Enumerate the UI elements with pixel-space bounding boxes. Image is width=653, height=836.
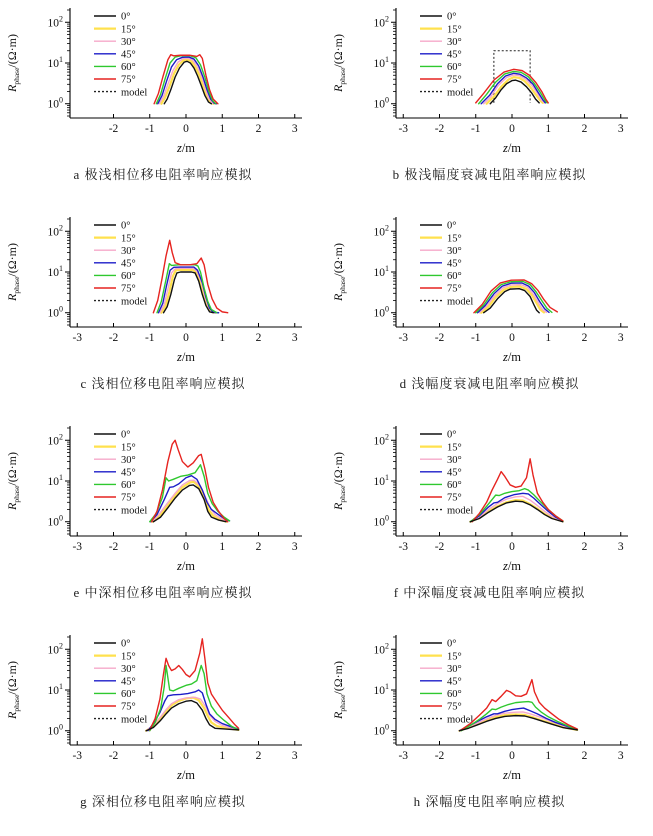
- x-tick-label: 2: [581, 750, 588, 762]
- caption-g: g 深相位移电阻率响应模拟: [80, 794, 246, 809]
- y-tick-label: $10^0$: [373, 722, 389, 738]
- y-axis-label: $R_{phase}/(\Omega\cdot m)$: [331, 452, 347, 510]
- legend: [94, 430, 147, 517]
- subplot-e: [0, 418, 326, 627]
- x-tick-label: -1: [144, 541, 155, 553]
- legend-label: 60°: [447, 480, 462, 492]
- legend-label: 0°: [121, 429, 131, 441]
- legend-label: 60°: [121, 62, 136, 74]
- y-tick-label: $10^1$: [47, 264, 63, 279]
- y-tick-label: $10^1$: [47, 55, 63, 70]
- x-axis-label: z/m: [502, 559, 522, 573]
- x-tick-label: -1: [470, 750, 481, 762]
- chart-d: [326, 209, 652, 367]
- legend-label: 60°: [447, 689, 462, 701]
- legend-label: 15°: [121, 651, 136, 663]
- x-tick-label: 0: [183, 123, 189, 135]
- legend-label: 75°: [121, 283, 136, 295]
- legend-label: 0°: [121, 11, 131, 23]
- legend-label: 0°: [447, 220, 457, 232]
- chart-c: [0, 209, 326, 367]
- x-tick-label: -1: [470, 541, 481, 553]
- x-tick-label: 1: [545, 750, 552, 762]
- caption-h: h 深幅度电阻率响应模拟: [413, 794, 566, 809]
- y-tick-label: $10^2$: [373, 641, 389, 657]
- x-axis-label: z/m: [176, 559, 196, 573]
- legend: [420, 430, 473, 517]
- x-tick-label: 3: [291, 332, 298, 344]
- legend-label: 75°: [121, 74, 136, 86]
- y-axis-label: $R_{phase}/(\Omega\cdot m)$: [331, 661, 347, 719]
- x-tick-label: 2: [255, 541, 262, 553]
- legend-label: model: [121, 714, 148, 726]
- chart-e: [0, 418, 326, 576]
- legend: [94, 12, 147, 99]
- y-tick-label: $10^0$: [373, 95, 389, 111]
- legend-label: 75°: [447, 283, 462, 295]
- legend-label: 45°: [121, 49, 136, 61]
- x-axis-label: z/m: [502, 768, 522, 782]
- x-tick-label: -1: [144, 123, 155, 135]
- x-tick-label: 3: [617, 541, 624, 553]
- legend: [94, 221, 147, 308]
- y-tick-label: $10^2$: [373, 432, 389, 448]
- x-tick-label: 2: [255, 332, 262, 344]
- y-axis-label: $R_{phase}/(\Omega\cdot m)$: [5, 661, 21, 719]
- legend-label: model: [447, 296, 474, 308]
- x-tick-label: 0: [509, 541, 515, 553]
- x-axis-label: z/m: [502, 141, 522, 155]
- legend-label: 60°: [447, 62, 462, 74]
- subplot-f: [326, 418, 653, 627]
- x-tick-label: -2: [434, 541, 445, 553]
- x-tick-label: 0: [509, 332, 515, 344]
- subplot-d: [326, 209, 653, 418]
- legend-label: 15°: [447, 442, 462, 454]
- x-tick-label: 2: [255, 750, 262, 762]
- caption-b: b 极浅幅度衰减电阻率响应模拟: [392, 167, 587, 182]
- x-tick-label: 1: [219, 332, 226, 344]
- legend-label: 75°: [121, 701, 136, 713]
- legend-label: 45°: [447, 467, 462, 479]
- x-tick-label: 2: [581, 123, 588, 135]
- x-tick-label: -2: [108, 750, 119, 762]
- legend-label: 45°: [121, 676, 136, 688]
- x-axis-label: z/m: [502, 350, 522, 364]
- y-tick-label: $10^1$: [373, 264, 389, 279]
- legend-label: 75°: [447, 74, 462, 86]
- x-tick-label: -2: [108, 541, 119, 553]
- x-axis-label: z/m: [176, 141, 196, 155]
- y-axis-label: $R_{phase}/(\Omega\cdot m)$: [331, 34, 347, 92]
- x-tick-label: -1: [144, 750, 155, 762]
- y-axis-label: $R_{phase}/(\Omega\cdot m)$: [5, 243, 21, 301]
- x-tick-label: 1: [545, 123, 552, 135]
- x-tick-label: 1: [219, 123, 226, 135]
- x-tick-label: -3: [398, 541, 409, 553]
- legend-label: 30°: [121, 36, 136, 48]
- x-tick-label: 2: [255, 123, 262, 135]
- chart-f: [326, 418, 652, 576]
- y-tick-label: $10^0$: [373, 304, 389, 320]
- x-tick-label: 3: [291, 541, 298, 553]
- y-tick-label: $10^2$: [47, 223, 63, 239]
- x-tick-label: 3: [617, 123, 624, 135]
- legend-label: model: [121, 505, 148, 517]
- x-tick-label: 0: [183, 332, 189, 344]
- legend-label: model: [447, 87, 474, 99]
- x-tick-label: 0: [183, 750, 189, 762]
- legend-label: 30°: [447, 663, 462, 675]
- legend-label: 30°: [121, 245, 136, 257]
- x-tick-label: -1: [470, 332, 481, 344]
- chart-h: [326, 627, 652, 785]
- legend-label: model: [447, 505, 474, 517]
- y-tick-label: $10^2$: [373, 223, 389, 239]
- x-tick-label: 2: [581, 332, 588, 344]
- legend: [420, 12, 473, 99]
- x-tick-label: -2: [434, 750, 445, 762]
- legend-label: 45°: [447, 49, 462, 61]
- y-tick-label: $10^0$: [47, 513, 63, 529]
- x-axis-label: z/m: [176, 768, 196, 782]
- x-tick-label: 1: [219, 750, 226, 762]
- legend-label: 60°: [447, 271, 462, 283]
- x-tick-label: 1: [545, 541, 552, 553]
- x-tick-label: -3: [72, 750, 83, 762]
- x-tick-label: -2: [108, 123, 119, 135]
- y-tick-label: $10^2$: [373, 14, 389, 30]
- chart-b: [326, 0, 652, 158]
- series-30°: [146, 697, 238, 730]
- legend-label: 75°: [447, 492, 462, 504]
- x-tick-label: 3: [617, 332, 624, 344]
- caption-f: f 中深幅度衰减电阻率响应模拟: [393, 585, 586, 600]
- legend-label: 15°: [121, 233, 136, 245]
- x-tick-label: -1: [144, 332, 155, 344]
- x-tick-label: 2: [581, 541, 588, 553]
- legend-label: model: [447, 714, 474, 726]
- x-tick-label: 0: [509, 750, 515, 762]
- legend-label: 30°: [121, 663, 136, 675]
- y-tick-label: $10^0$: [47, 95, 63, 111]
- legend: [420, 639, 473, 726]
- x-tick-label: -2: [108, 332, 119, 344]
- y-tick-label: $10^1$: [373, 473, 389, 488]
- legend-label: 0°: [447, 429, 457, 441]
- x-tick-label: 0: [509, 123, 515, 135]
- legend-label: 60°: [121, 689, 136, 701]
- caption-a: a 极浅相位移电阻率响应模拟: [73, 167, 253, 182]
- x-axis-label: z/m: [176, 350, 196, 364]
- legend-label: 30°: [447, 454, 462, 466]
- legend-label: 15°: [447, 651, 462, 663]
- y-axis-label: $R_{phase}/(\Omega\cdot m)$: [5, 452, 21, 510]
- subplot-g: [0, 627, 326, 836]
- x-tick-label: -2: [434, 332, 445, 344]
- x-tick-label: -3: [398, 332, 409, 344]
- legend-label: 60°: [121, 480, 136, 492]
- x-tick-label: 0: [183, 541, 189, 553]
- series-45°: [148, 690, 239, 731]
- legend-label: 75°: [121, 492, 136, 504]
- y-tick-label: $10^1$: [47, 682, 63, 697]
- legend-label: 60°: [121, 271, 136, 283]
- chart-g: [0, 627, 326, 785]
- legend-label: 45°: [121, 467, 136, 479]
- legend-label: 75°: [447, 701, 462, 713]
- x-tick-label: 3: [291, 123, 298, 135]
- x-tick-label: -3: [72, 541, 83, 553]
- y-tick-label: $10^1$: [373, 682, 389, 697]
- subplot-a: [0, 0, 326, 209]
- x-tick-label: -1: [470, 123, 481, 135]
- legend-label: model: [121, 296, 148, 308]
- y-tick-label: $10^0$: [47, 722, 63, 738]
- x-tick-label: -2: [434, 123, 445, 135]
- legend: [420, 221, 473, 308]
- chart-a: [0, 0, 326, 158]
- x-tick-label: -3: [398, 750, 409, 762]
- y-tick-label: $10^0$: [373, 513, 389, 529]
- legend-label: 45°: [121, 258, 136, 270]
- legend-label: 0°: [121, 220, 131, 232]
- subplot-c: [0, 209, 326, 418]
- legend-label: 45°: [447, 258, 462, 270]
- x-tick-label: -3: [398, 123, 409, 135]
- legend-label: 15°: [447, 24, 462, 36]
- subplot-h: [326, 627, 653, 836]
- x-tick-label: -3: [72, 332, 83, 344]
- x-tick-label: 1: [219, 541, 226, 553]
- y-tick-label: $10^1$: [373, 55, 389, 70]
- legend-label: 30°: [447, 36, 462, 48]
- legend-label: 15°: [447, 233, 462, 245]
- caption-e: e 中深相位移电阻率响应模拟: [73, 585, 253, 600]
- y-tick-label: $10^2$: [47, 641, 63, 657]
- legend-label: 0°: [121, 638, 131, 650]
- legend-label: 15°: [121, 24, 136, 36]
- y-tick-label: $10^1$: [47, 473, 63, 488]
- legend-label: model: [121, 87, 148, 99]
- y-tick-label: $10^0$: [47, 304, 63, 320]
- y-tick-label: $10^2$: [47, 432, 63, 448]
- y-axis-label: $R_{phase}/(\Omega\cdot m)$: [331, 243, 347, 301]
- legend-label: 30°: [447, 245, 462, 257]
- legend-label: 30°: [121, 454, 136, 466]
- x-tick-label: 3: [291, 750, 298, 762]
- caption-c: c 浅相位移电阻率响应模拟: [80, 376, 246, 391]
- y-tick-label: $10^2$: [47, 14, 63, 30]
- legend-label: 0°: [447, 638, 457, 650]
- caption-d: d 浅幅度衰减电阻率响应模拟: [399, 376, 580, 391]
- x-tick-label: 3: [617, 750, 624, 762]
- legend-label: 45°: [447, 676, 462, 688]
- subplot-b: [326, 0, 653, 209]
- legend-label: 15°: [121, 442, 136, 454]
- x-tick-label: 1: [545, 332, 552, 344]
- legend-label: 0°: [447, 11, 457, 23]
- y-axis-label: $R_{phase}/(\Omega\cdot m)$: [5, 34, 21, 92]
- legend: [94, 639, 147, 726]
